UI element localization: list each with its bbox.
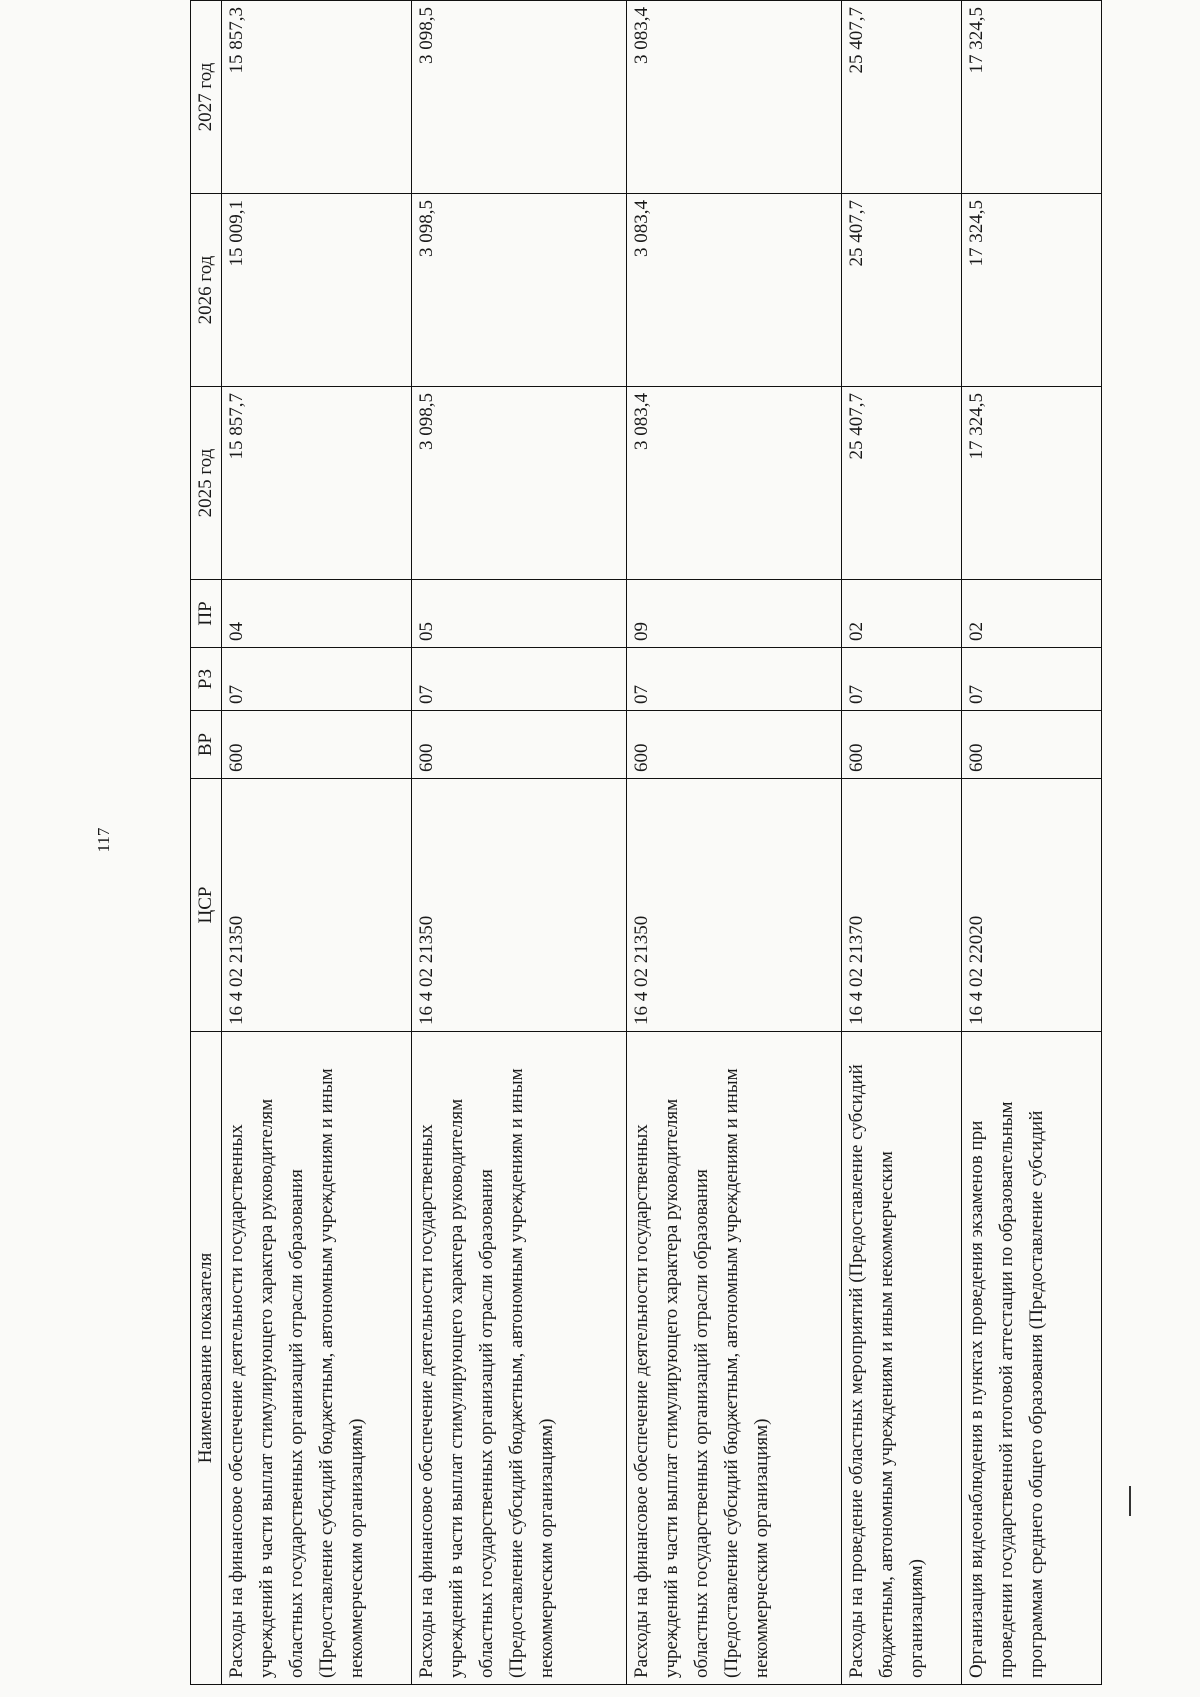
row-pr: 09 xyxy=(627,580,842,648)
header-2027: 2027 год xyxy=(191,1,222,194)
row-rz: 07 xyxy=(962,648,1102,711)
row-vr: 600 xyxy=(842,711,962,779)
row-2025: 25 407,7 xyxy=(842,387,962,580)
row-pr: 05 xyxy=(412,580,627,648)
row-vr: 600 xyxy=(627,711,842,779)
header-pr: ПР xyxy=(191,580,222,648)
row-2026: 17 324,5 xyxy=(962,194,1102,387)
row-2027: 25 407,7 xyxy=(842,1,962,194)
row-csr: 16 4 02 22020 xyxy=(962,779,1102,1032)
row-2026: 25 407,7 xyxy=(842,194,962,387)
row-rz: 07 xyxy=(222,648,412,711)
row-2025: 3 098,5 xyxy=(412,387,627,580)
table-row xyxy=(962,1,1102,1685)
row-name: Расходы на проведение областных мероприятий (Предоставление субсидий бюджетным, автономным учреждениям и иным некоммерческим организациям) xyxy=(842,1032,962,1685)
row-csr: 16 4 02 21350 xyxy=(222,779,412,1032)
row-pr: 02 xyxy=(842,580,962,648)
row-pr: 04 xyxy=(222,580,412,648)
budget-table xyxy=(190,0,1102,1685)
row-2025: 15 857,7 xyxy=(222,387,412,580)
row-2026: 3 098,5 xyxy=(412,194,627,387)
rotated-table-frame xyxy=(190,7,1100,1685)
row-2026: 15 009,1 xyxy=(222,194,412,387)
row-vr: 600 xyxy=(962,711,1102,779)
row-name: Организация видеонаблюдения в пунктах проведения экзаменов при проведении государственной итоговой аттестации по образовательным программам среднего общего образования (Предоставление субсидий xyxy=(962,1032,1102,1685)
row-csr: 16 4 02 21350 xyxy=(412,779,627,1032)
row-pr: 02 xyxy=(962,580,1102,648)
header-vr: ВР xyxy=(191,711,222,779)
row-csr: 16 4 02 21370 xyxy=(842,779,962,1032)
row-2027: 3 098,5 xyxy=(412,1,627,194)
row-2025: 3 083,4 xyxy=(627,387,842,580)
page-number: 117 xyxy=(94,827,113,853)
header-name: Наименование показателя xyxy=(191,1032,222,1685)
table-header-row xyxy=(191,1,222,1685)
row-name: Расходы на финансовое обеспечение деятельности государственных учреждений в части выплат стимулирующего характера руководителям областных государственных организаций отрасли образования (Предоставление субсидий бюджетным, автономным учреждениям и иным некоммерческим организациям) xyxy=(627,1032,842,1685)
row-name: Расходы на финансовое обеспечение деятельности государственных учреждений в части выплат стимулирующего характера руководителям областных государственных организаций отрасли образования (Предоставление субсидий бюджетным, автономным учреждениям и иным некоммерческим организациям) xyxy=(222,1032,412,1685)
row-vr: 600 xyxy=(222,711,412,779)
row-2027: 17 324,5 xyxy=(962,1,1102,194)
row-csr: 16 4 02 21350 xyxy=(627,779,842,1032)
table-row xyxy=(842,1,962,1685)
header-2025: 2025 год xyxy=(191,387,222,580)
row-vr: 600 xyxy=(412,711,627,779)
row-rz: 07 xyxy=(842,648,962,711)
table-row xyxy=(627,1,842,1685)
table-row xyxy=(222,1,412,1685)
rotated-page-content xyxy=(190,7,1100,1685)
table-row xyxy=(412,1,627,1685)
row-2025: 17 324,5 xyxy=(962,387,1102,580)
scan-mark xyxy=(1129,1486,1131,1516)
row-rz: 07 xyxy=(412,648,627,711)
header-csr: ЦСР xyxy=(191,779,222,1032)
row-name: Расходы на финансовое обеспечение деятельности государственных учреждений в части выплат стимулирующего характера руководителям областных государственных организаций отрасли образования (Предоставление субсидий бюджетным, автономным учреждениям и иным некоммерческим организациям) xyxy=(412,1032,627,1685)
row-2027: 15 857,3 xyxy=(222,1,412,194)
row-2027: 3 083,4 xyxy=(627,1,842,194)
header-2026: 2026 год xyxy=(191,194,222,387)
header-rz: РЗ xyxy=(191,648,222,711)
row-2026: 3 083,4 xyxy=(627,194,842,387)
row-rz: 07 xyxy=(627,648,842,711)
